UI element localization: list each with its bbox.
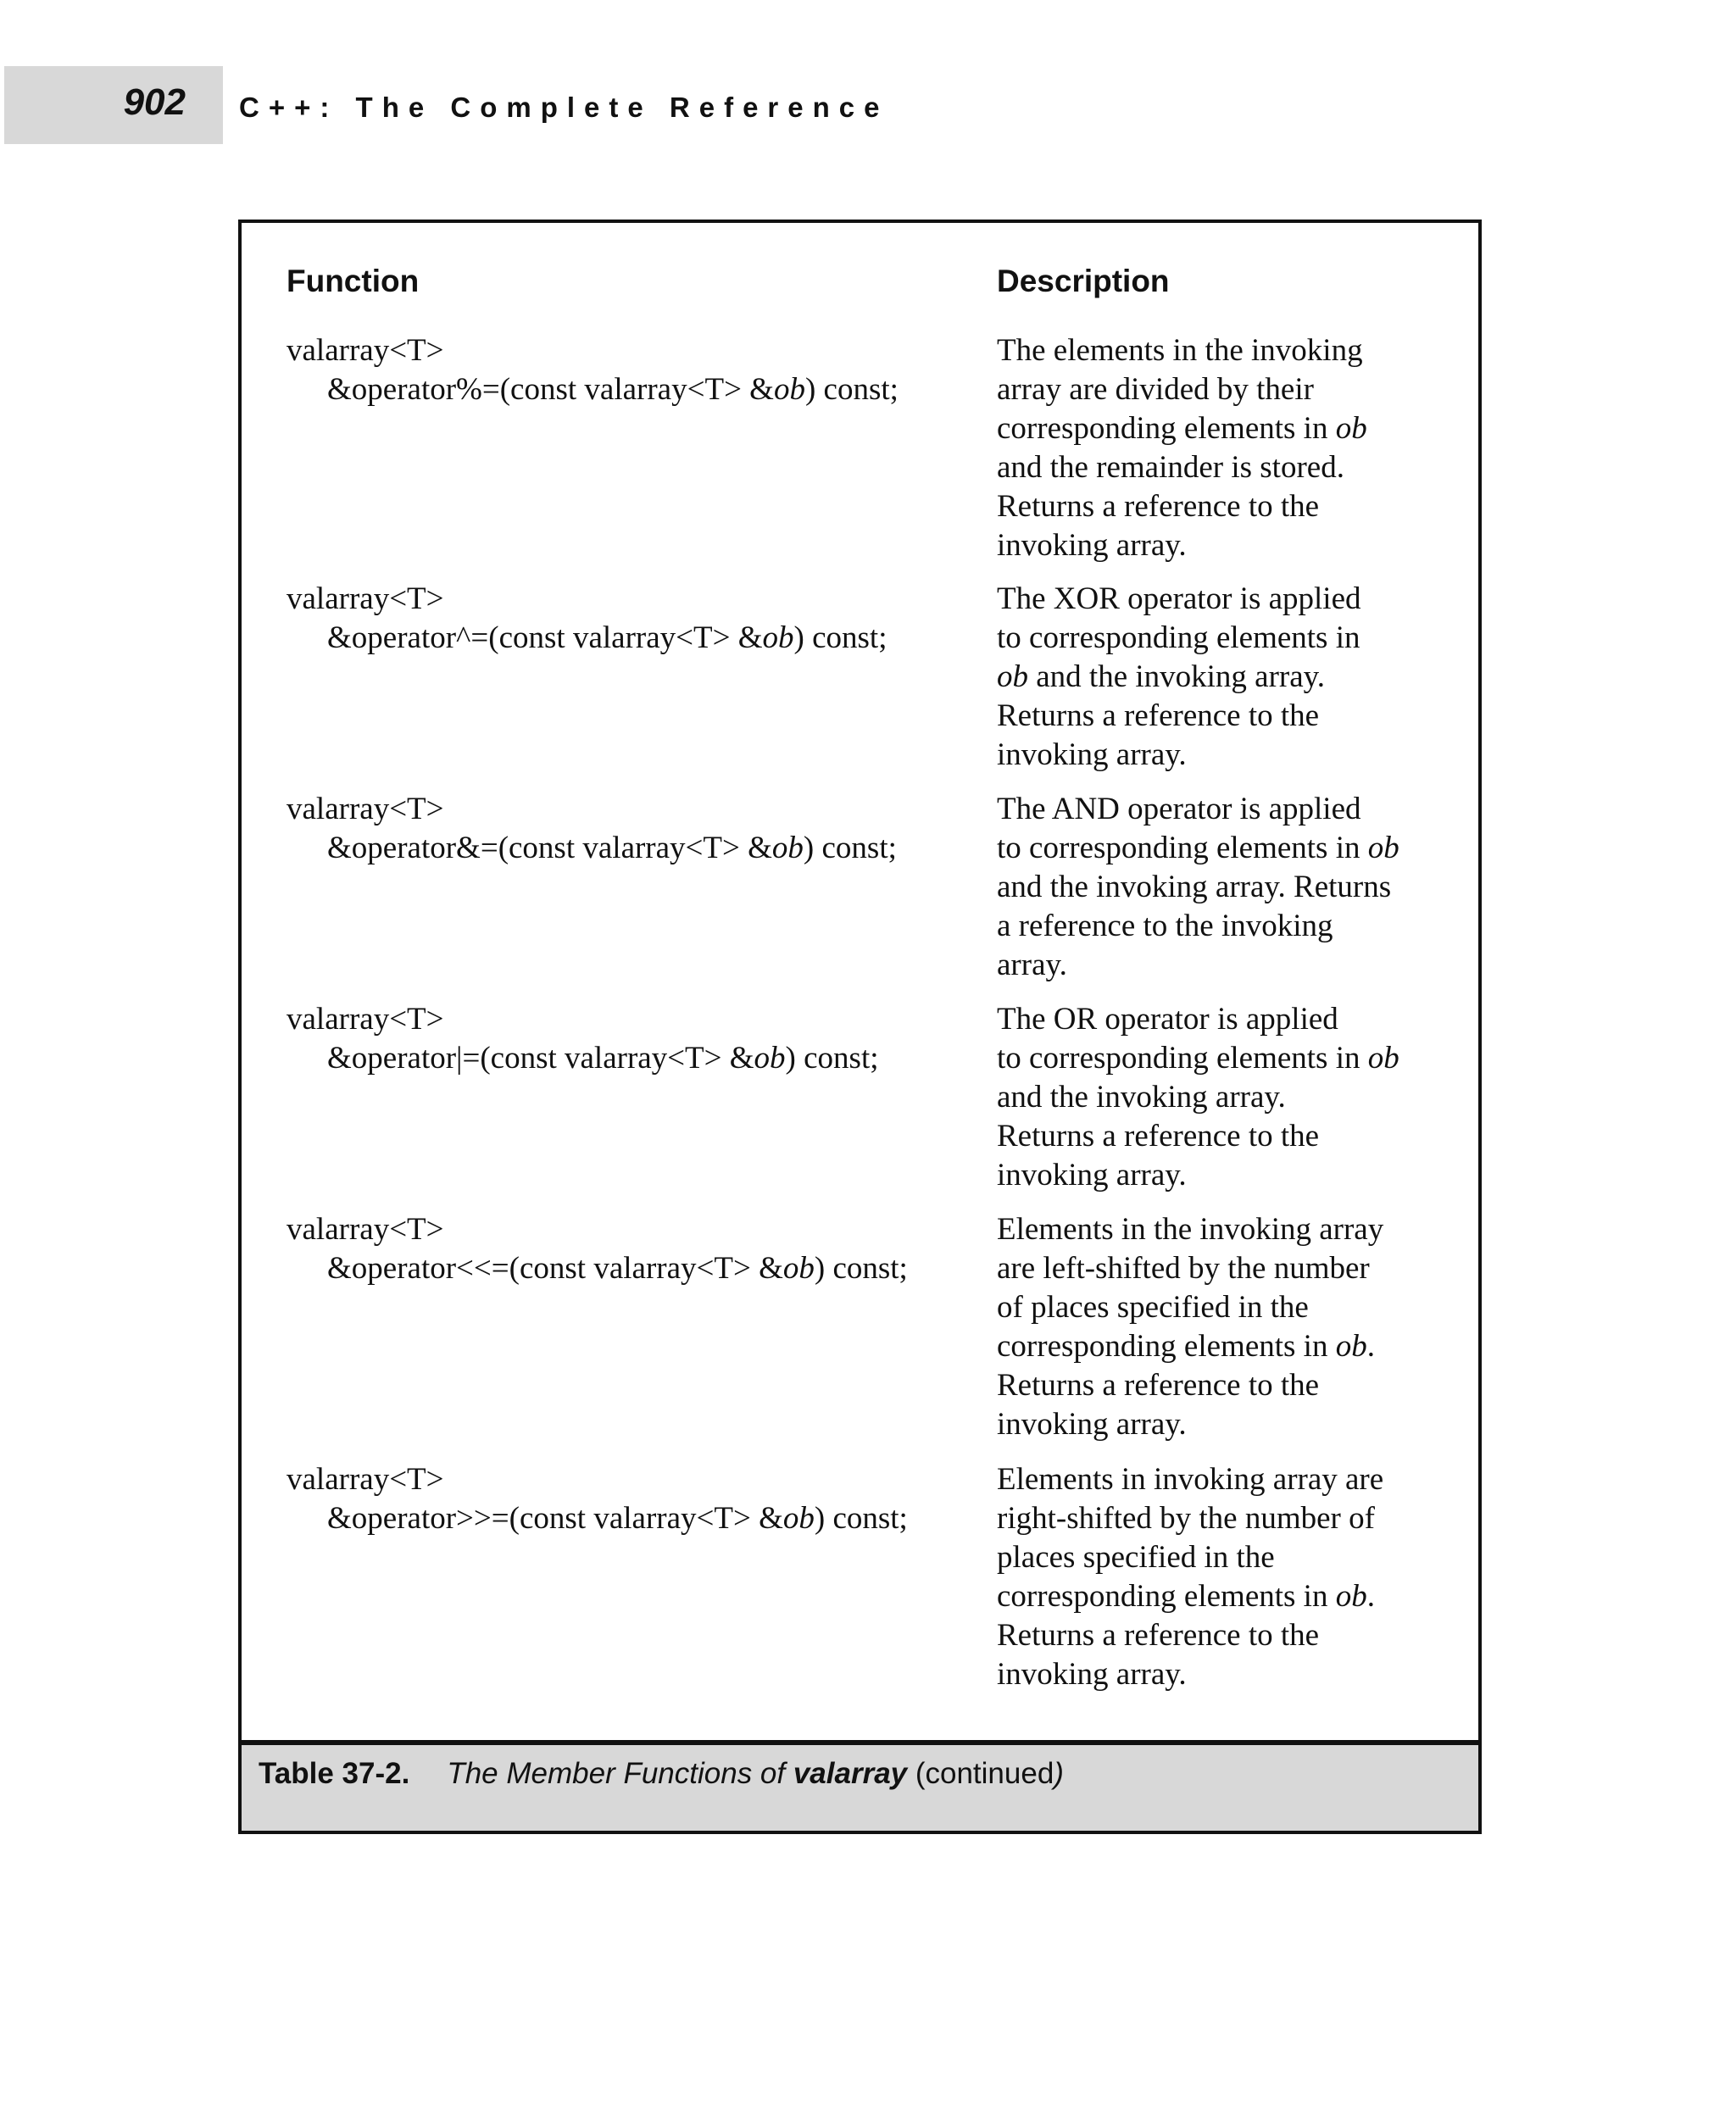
function-description — [997, 580, 1472, 775]
signature-tail: ) const; — [814, 1501, 908, 1536]
caption-keyword: valarray — [793, 1757, 908, 1790]
description-param: ob — [997, 659, 1028, 694]
description-line — [997, 1000, 1472, 1039]
function-signature — [287, 1460, 982, 1538]
description-line — [997, 1460, 1472, 1499]
description-text: The elements in the invoking — [997, 333, 1363, 368]
description-line — [997, 370, 1472, 409]
description-text: a reference to the invoking — [997, 909, 1333, 943]
description-line — [997, 1327, 1472, 1366]
column-header-function: Function — [287, 264, 420, 298]
caption-continued: (continued — [907, 1757, 1054, 1790]
description-line — [997, 1655, 1472, 1694]
description-text: Returns a reference to the — [997, 1119, 1320, 1154]
description-param: ob — [1335, 1579, 1367, 1614]
signature-operator — [287, 1249, 982, 1288]
function-description — [997, 331, 1472, 565]
function-table — [238, 220, 1482, 1834]
signature-tail: ) const; — [793, 620, 887, 655]
description-text: Returns a reference to the — [997, 698, 1320, 733]
description-line — [997, 1156, 1472, 1195]
description-text: array. — [997, 948, 1067, 982]
signature-tail: ) const; — [785, 1041, 879, 1076]
description-line — [997, 1366, 1472, 1405]
column-header-description: Description — [997, 264, 1170, 298]
description-text: of places specified in the — [997, 1290, 1309, 1325]
signature-tail: ) const; — [804, 372, 899, 407]
signature-text: &operator>>=(const valarray<T> & — [327, 1501, 783, 1536]
signature-return-type: valarray<T> — [287, 1002, 444, 1037]
function-signature — [287, 1210, 982, 1288]
description-text: invoking array. — [997, 1158, 1187, 1192]
description-text: and the invoking array. — [997, 1080, 1286, 1115]
function-description — [997, 1460, 1472, 1694]
description-line — [997, 487, 1472, 526]
description-line — [997, 1405, 1472, 1444]
running-title: C++: The Complete Reference — [239, 92, 889, 123]
signature-text: &operator&=(const valarray<T> & — [327, 831, 772, 865]
caption-close-paren: ) — [1054, 1757, 1064, 1790]
function-description — [997, 790, 1472, 985]
description-line — [997, 829, 1472, 868]
signature-param: ob — [762, 620, 794, 655]
signature-param: ob — [773, 372, 805, 407]
description-text: right-shifted by the number of — [997, 1501, 1375, 1536]
description-line — [997, 868, 1472, 907]
description-text: Elements in the invoking array — [997, 1212, 1384, 1247]
function-description — [997, 1210, 1472, 1444]
description-line — [997, 1249, 1472, 1288]
description-text: Elements in invoking array are — [997, 1462, 1384, 1497]
description-text: The OR operator is applied — [997, 1002, 1338, 1037]
signature-tail: ) const; — [814, 1251, 908, 1286]
description-text: array are divided by their — [997, 372, 1314, 407]
description-line — [997, 697, 1472, 736]
description-line — [997, 1078, 1472, 1117]
description-text: to corresponding elements in — [997, 1041, 1368, 1076]
description-text: invoking array. — [997, 1407, 1187, 1442]
page-number: 902 — [123, 81, 186, 123]
description-line — [997, 790, 1472, 829]
description-text: The AND operator is applied — [997, 792, 1361, 826]
description-text: and the remainder is stored. — [997, 450, 1344, 485]
caption-label: Table 37-2. — [259, 1757, 410, 1790]
description-line — [997, 1538, 1472, 1577]
function-signature — [287, 331, 982, 409]
description-line — [997, 1039, 1472, 1078]
description-text: invoking array. — [997, 737, 1187, 772]
description-param: ob — [1367, 831, 1399, 865]
description-line — [997, 331, 1472, 370]
signature-param: ob — [771, 831, 804, 865]
description-param: ob — [1335, 1329, 1367, 1364]
description-line — [997, 1499, 1472, 1538]
description-line — [997, 1288, 1472, 1327]
signature-return-type: valarray<T> — [287, 792, 444, 826]
signature-operator — [287, 829, 982, 868]
description-line — [997, 1210, 1472, 1249]
signature-return-type: valarray<T> — [287, 1212, 444, 1247]
table-caption — [259, 1757, 1064, 1791]
signature-operator — [287, 1499, 982, 1538]
description-line — [997, 658, 1472, 697]
description-text: to corresponding elements in — [997, 831, 1368, 865]
signature-text: &operator<<=(const valarray<T> & — [327, 1251, 783, 1286]
caption-text: The Member Functions of — [447, 1757, 793, 1790]
description-text: . — [1366, 1579, 1375, 1614]
description-line — [997, 736, 1472, 775]
description-text: invoking array. — [997, 528, 1187, 563]
signature-text: &operator^=(const valarray<T> & — [327, 620, 763, 655]
signature-param: ob — [754, 1041, 786, 1076]
signature-text: &operator%=(const valarray<T> & — [327, 372, 774, 407]
page-header — [0, 66, 932, 144]
function-description — [997, 1000, 1472, 1195]
signature-operator — [287, 1039, 982, 1078]
page-number-box — [4, 66, 223, 144]
signature-tail: ) const; — [803, 831, 897, 865]
function-signature — [287, 580, 982, 658]
description-text: and the invoking array. — [1028, 659, 1326, 694]
signature-param: ob — [782, 1251, 815, 1286]
description-text: corresponding elements in — [997, 1579, 1336, 1614]
description-line — [997, 580, 1472, 619]
description-param: ob — [1367, 1041, 1399, 1076]
description-text: Returns a reference to the — [997, 489, 1320, 524]
signature-operator — [287, 619, 982, 658]
description-text: invoking array. — [997, 1657, 1187, 1692]
description-text: corresponding elements in — [997, 411, 1336, 446]
description-text: The XOR operator is applied — [997, 581, 1361, 616]
description-line — [997, 946, 1472, 985]
description-line — [997, 907, 1472, 946]
description-line — [997, 1117, 1472, 1156]
description-text: Returns a reference to the — [997, 1618, 1320, 1653]
description-line — [997, 526, 1472, 565]
description-text: corresponding elements in — [997, 1329, 1336, 1364]
signature-return-type: valarray<T> — [287, 581, 444, 616]
description-line — [997, 1616, 1472, 1655]
table-caption-bar — [242, 1740, 1478, 1831]
signature-text: &operator|=(const valarray<T> & — [327, 1041, 754, 1076]
signature-return-type: valarray<T> — [287, 333, 444, 368]
description-line — [997, 448, 1472, 487]
function-signature — [287, 1000, 982, 1078]
description-text: and the invoking array. Returns — [997, 870, 1392, 904]
description-text: to corresponding elements in — [997, 620, 1360, 655]
description-param: ob — [1335, 411, 1367, 446]
description-line — [997, 619, 1472, 658]
signature-operator — [287, 370, 982, 409]
function-signature — [287, 790, 982, 868]
description-text: Returns a reference to the — [997, 1368, 1320, 1403]
signature-param: ob — [782, 1501, 815, 1536]
description-line — [997, 409, 1472, 448]
description-text: are left-shifted by the number — [997, 1251, 1370, 1286]
description-line — [997, 1577, 1472, 1616]
signature-return-type: valarray<T> — [287, 1462, 444, 1497]
description-text: . — [1366, 1329, 1375, 1364]
description-text: places specified in the — [997, 1540, 1275, 1575]
